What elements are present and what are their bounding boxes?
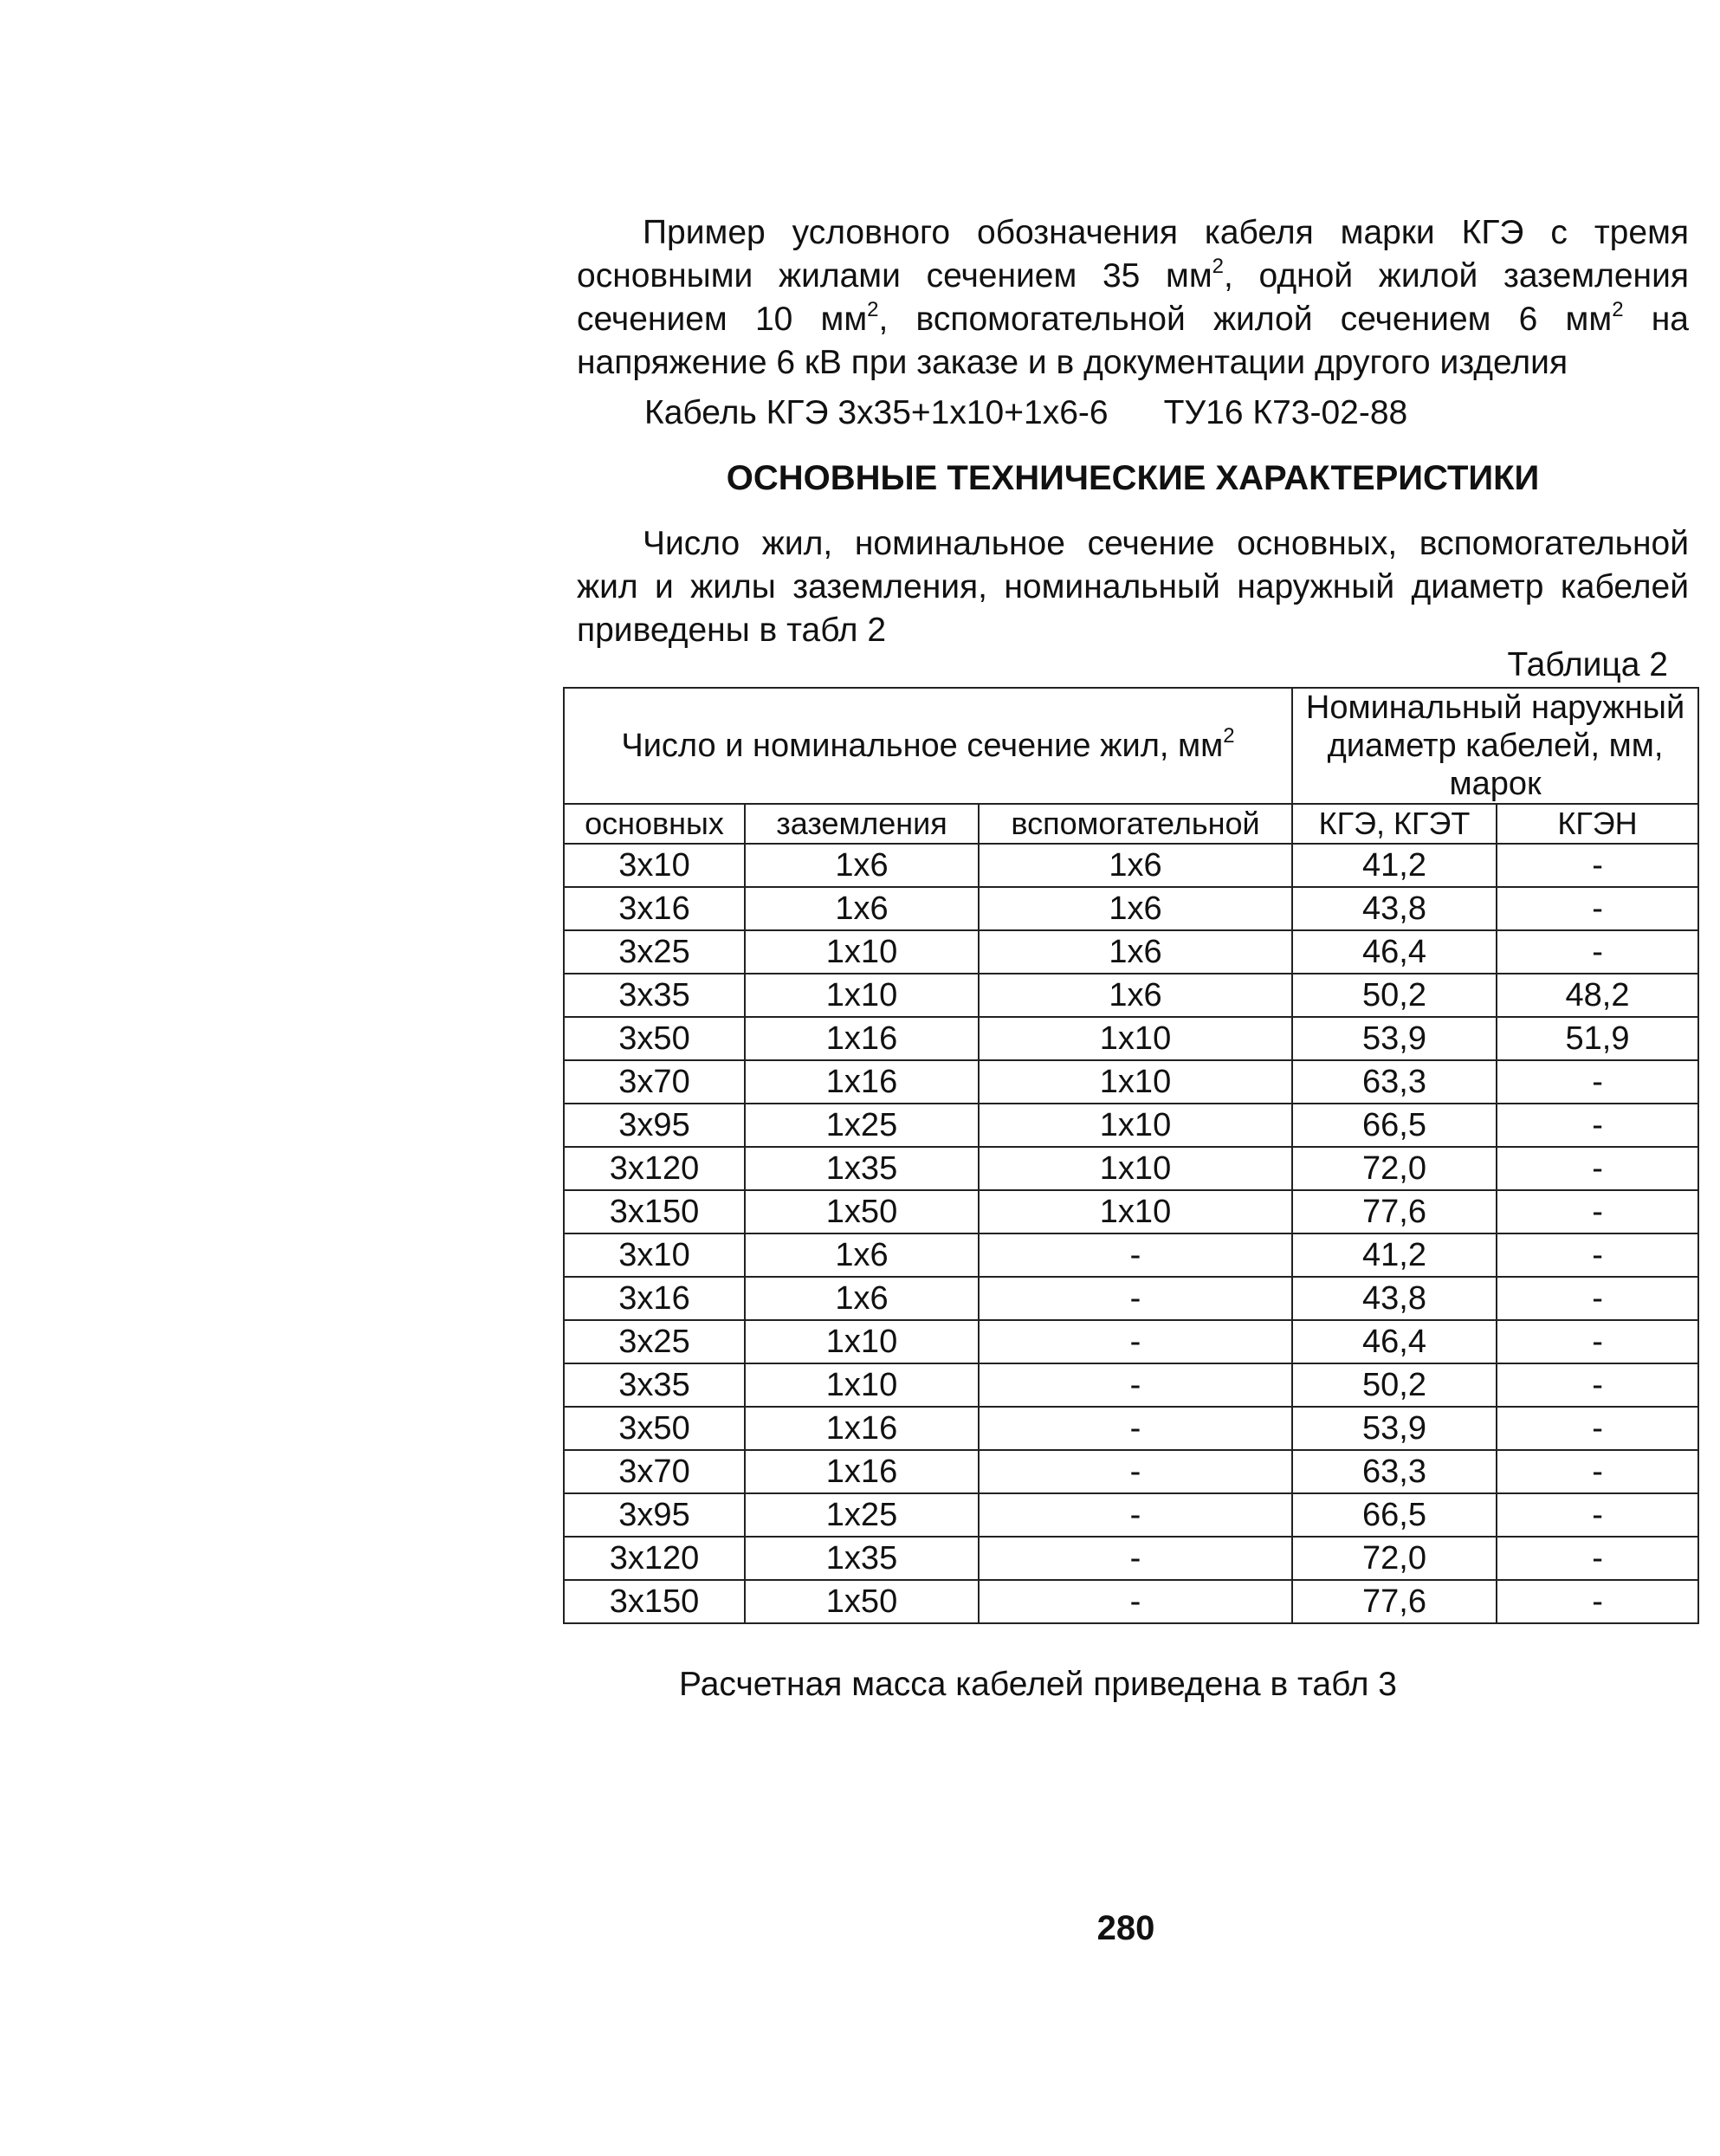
column-header: основных xyxy=(564,804,745,844)
table-cell: - xyxy=(1497,1277,1698,1320)
table-cell: 3х50 xyxy=(564,1017,745,1060)
table-cell: 1х10 xyxy=(979,1017,1292,1060)
table-body xyxy=(564,844,1698,1623)
table-cell: 3х35 xyxy=(564,1363,745,1407)
table-row xyxy=(564,1060,1698,1104)
intro-text-3: , одной жилой заземления xyxy=(1224,257,1689,295)
table-cell: 1х16 xyxy=(745,1060,979,1104)
header-core-section-text: Число и номинальное сечение жил, мм xyxy=(621,728,1224,764)
table-cell: 3х16 xyxy=(564,1277,745,1320)
table-cell: 3х16 xyxy=(564,887,745,930)
table-cell: - xyxy=(979,1407,1292,1450)
designation-example xyxy=(644,392,1407,435)
table-row xyxy=(564,844,1698,887)
table-cell: 1х10 xyxy=(745,1363,979,1407)
table-cell: 41,2 xyxy=(1292,1233,1497,1277)
table-cell: 53,9 xyxy=(1292,1407,1497,1450)
table-cell: - xyxy=(979,1363,1292,1407)
table-row xyxy=(564,1190,1698,1233)
table-cell: 1х10 xyxy=(745,1320,979,1363)
column-header: вспомогательной xyxy=(979,804,1292,844)
table-row xyxy=(564,1407,1698,1450)
header-outer-diameter: Номинальный наружный диаметр кабелей, мм, марок xyxy=(1292,688,1698,804)
superscript: 2 xyxy=(867,298,879,321)
table-cell: 1х6 xyxy=(745,887,979,930)
table-cell: 1х6 xyxy=(745,844,979,887)
table-cell: - xyxy=(1497,1450,1698,1493)
cable-designation: Кабель КГЭ 3х35+1х10+1х6-6 xyxy=(644,394,1109,431)
table-cell: 41,2 xyxy=(1292,844,1497,887)
table-row xyxy=(564,1147,1698,1190)
table-cell: 1х16 xyxy=(745,1450,979,1493)
table-cell: 50,2 xyxy=(1292,1363,1497,1407)
intro-text-5: , вспомогательной жилой сечением 6 мм xyxy=(878,301,1613,338)
table-cell: - xyxy=(1497,887,1698,930)
table-cell: 3х35 xyxy=(564,974,745,1017)
section-heading: ОСНОВНЫЕ ТЕХНИЧЕСКИЕ ХАРАКТЕРИСТИКИ xyxy=(726,459,1540,497)
table-cell: 3х120 xyxy=(564,1147,745,1190)
table-cell: 43,8 xyxy=(1292,887,1497,930)
table-cell: 1х6 xyxy=(745,1277,979,1320)
table-cell: - xyxy=(979,1580,1292,1623)
table-cell: 3х70 xyxy=(564,1060,745,1104)
table-row xyxy=(564,1277,1698,1320)
table-cell: 3х10 xyxy=(564,844,745,887)
superscript: 2 xyxy=(1612,298,1624,321)
table-cell: - xyxy=(979,1450,1292,1493)
table-cell: 1х6 xyxy=(979,887,1292,930)
table-cell: 1х10 xyxy=(979,1060,1292,1104)
table-row xyxy=(564,1104,1698,1147)
table-cell: - xyxy=(1497,844,1698,887)
table-cell: - xyxy=(1497,1104,1698,1147)
table-cell: 1х10 xyxy=(979,1104,1292,1147)
table-cell: - xyxy=(1497,1580,1698,1623)
table-cell: 53,9 xyxy=(1292,1017,1497,1060)
intro-text-1: Пример условного обозначения кабеля марки КГЭ с тремя xyxy=(643,214,1689,251)
table-cell: 1х50 xyxy=(745,1190,979,1233)
table-row xyxy=(564,887,1698,930)
table-cell: 43,8 xyxy=(1292,1277,1497,1320)
table-cell: 3х70 xyxy=(564,1450,745,1493)
table-row xyxy=(564,1320,1698,1363)
table-cell: 1х6 xyxy=(979,844,1292,887)
table-row xyxy=(564,1493,1698,1537)
table-row xyxy=(564,974,1698,1017)
table-cell: 50,2 xyxy=(1292,974,1497,1017)
table-cell: - xyxy=(1497,1407,1698,1450)
table-cell: 46,4 xyxy=(1292,1320,1497,1363)
table-cell: 1х16 xyxy=(745,1017,979,1060)
table-cell: - xyxy=(1497,1493,1698,1537)
table-cell: 51,9 xyxy=(1497,1017,1698,1060)
intro-text-2: основными жилами сечением 35 мм xyxy=(577,257,1212,295)
table-cell: - xyxy=(1497,1060,1698,1104)
table-cell: 72,0 xyxy=(1292,1537,1497,1580)
column-header: заземления xyxy=(745,804,979,844)
table-row xyxy=(564,1450,1698,1493)
superscript: 2 xyxy=(1212,255,1225,278)
intro-text-4: сечением 10 мм xyxy=(577,301,868,338)
table-cell: - xyxy=(1497,1320,1698,1363)
table-cell: 1х10 xyxy=(979,1190,1292,1233)
table-cell: - xyxy=(979,1537,1292,1580)
table-cell: 1х50 xyxy=(745,1580,979,1623)
table-cell: 1х35 xyxy=(745,1147,979,1190)
mass-note: Расчетная масса кабелей приведена в табл 3 xyxy=(679,1666,1397,1703)
table-cell: 63,3 xyxy=(1292,1450,1497,1493)
table-cell: - xyxy=(979,1320,1292,1363)
table-cell: 48,2 xyxy=(1497,974,1698,1017)
table-cell: 3х95 xyxy=(564,1493,745,1537)
table-cell: - xyxy=(979,1277,1292,1320)
table-cell: 3х150 xyxy=(564,1190,745,1233)
table-cell: - xyxy=(979,1493,1292,1537)
table-cell: 1х10 xyxy=(979,1147,1292,1190)
table-cell: - xyxy=(1497,1363,1698,1407)
page-number: 280 xyxy=(1096,1909,1155,1947)
table-cell: 1х6 xyxy=(745,1233,979,1277)
table-cell: 66,5 xyxy=(1292,1493,1497,1537)
table-intro-paragraph: Число жил, номинальное сечение основных, вспомогательной жил и жилы заземления, номинальный наружный диаметр кабелей приведены в табл 2 xyxy=(577,525,1689,649)
table-cell: 3х25 xyxy=(564,1320,745,1363)
table-cell: 63,3 xyxy=(1292,1060,1497,1104)
table-cell: 1х25 xyxy=(745,1493,979,1537)
table-cell: 72,0 xyxy=(1292,1147,1497,1190)
table-cell: 1х16 xyxy=(745,1407,979,1450)
table-row xyxy=(564,1537,1698,1580)
table-row xyxy=(564,1017,1698,1060)
table-row xyxy=(564,930,1698,974)
intro-text-6: на напряжение 6 кВ при заказе и в документации другого изделия xyxy=(577,301,1689,381)
table-label: Таблица 2 xyxy=(1507,646,1668,683)
table-cell: 1х10 xyxy=(745,974,979,1017)
table-cell: 46,4 xyxy=(1292,930,1497,974)
table-cell: 1х25 xyxy=(745,1104,979,1147)
table-cell: 1х35 xyxy=(745,1537,979,1580)
table-cell: - xyxy=(1497,1537,1698,1580)
table-cell: 77,6 xyxy=(1292,1580,1497,1623)
table-cell: 3х150 xyxy=(564,1580,745,1623)
table-cell: 3х50 xyxy=(564,1407,745,1450)
table-cell: 1х6 xyxy=(979,974,1292,1017)
spec-reference: ТУ16 К73-02-88 xyxy=(1163,394,1408,431)
table-cell: - xyxy=(979,1233,1292,1277)
header-core-section xyxy=(564,688,1292,804)
table-cell: 66,5 xyxy=(1292,1104,1497,1147)
table-row xyxy=(564,1363,1698,1407)
superscript: 2 xyxy=(1223,724,1235,748)
table-row xyxy=(564,1233,1698,1277)
table-cell: 1х10 xyxy=(745,930,979,974)
table-cell: - xyxy=(1497,1233,1698,1277)
column-header: КГЭ, КГЭТ xyxy=(1292,804,1497,844)
table-cell: 77,6 xyxy=(1292,1190,1497,1233)
table-cell: 1х6 xyxy=(979,930,1292,974)
table-cell: 3х25 xyxy=(564,930,745,974)
table-cell: 3х10 xyxy=(564,1233,745,1277)
table-cell: - xyxy=(1497,930,1698,974)
table-cell: - xyxy=(1497,1147,1698,1190)
table-row xyxy=(564,1580,1698,1623)
intro-paragraph xyxy=(577,211,1689,385)
column-header: КГЭН xyxy=(1497,804,1698,844)
table-cell: - xyxy=(1497,1190,1698,1233)
table-cell: 3х120 xyxy=(564,1537,745,1580)
cable-table xyxy=(563,687,1699,1624)
table-cell: 3х95 xyxy=(564,1104,745,1147)
